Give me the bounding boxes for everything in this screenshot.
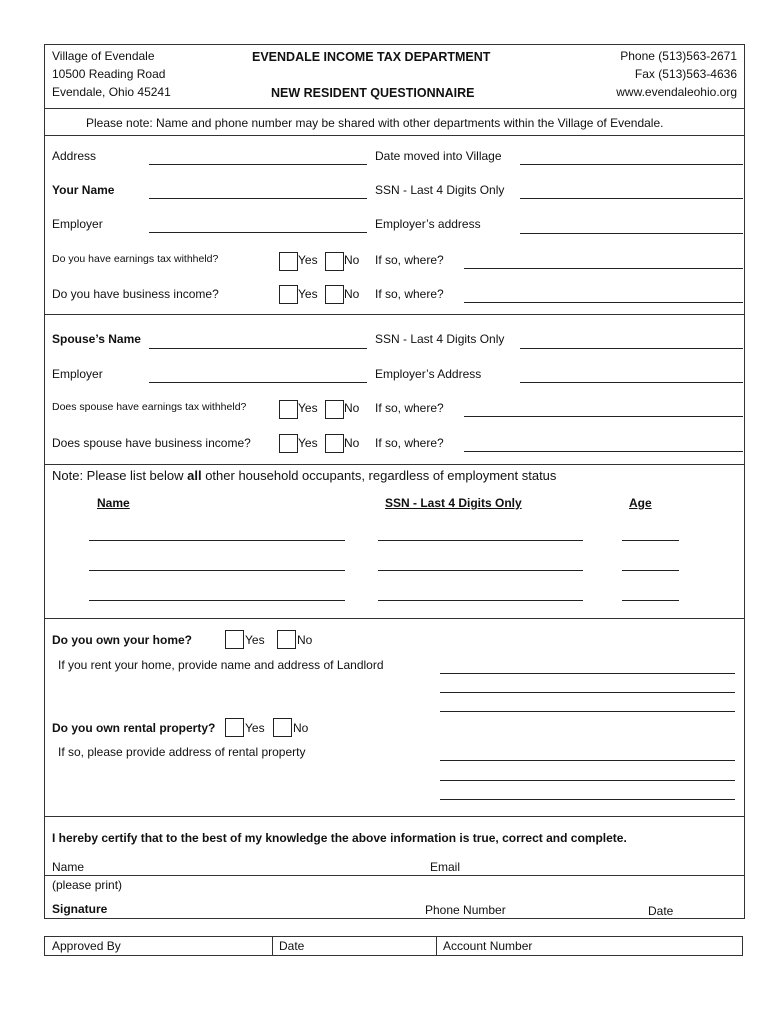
yes-label: Yes: [298, 253, 318, 267]
property-divider: [44, 816, 745, 817]
landlord-field[interactable]: [440, 673, 735, 674]
rental-address-field[interactable]: [440, 760, 735, 761]
tax-withheld-question: Do you have earnings tax withheld?: [52, 253, 219, 265]
certify-statement: I hereby certify that to the best of my knowledge the above information is true, correct and complete.: [52, 831, 627, 845]
household-note-prefix: Note: Please list below: [52, 468, 188, 483]
spouse-ssn-field[interactable]: [520, 348, 743, 349]
header-divider: [44, 108, 745, 109]
office-date-label: Date: [279, 939, 305, 953]
own-home-no-checkbox[interactable]: [277, 630, 296, 649]
occupant-name-field[interactable]: [89, 600, 345, 601]
org-name: Village of Evendale: [52, 49, 155, 63]
spouse-name-label: Spouse’s Name: [52, 332, 141, 346]
no-label: No: [344, 436, 360, 450]
spouse-tax-withheld-no-checkbox[interactable]: [325, 400, 344, 419]
cert-name-label: Name: [52, 860, 85, 874]
occupant-age-header: Age: [629, 496, 652, 510]
spouse-business-income-where-field[interactable]: [464, 451, 743, 452]
ssn-field[interactable]: [520, 198, 743, 199]
org-street: 10500 Reading Road: [52, 67, 166, 81]
spouse-employer-label: Employer: [52, 367, 103, 381]
date-moved-field[interactable]: [520, 164, 743, 165]
occupant-ssn-header: SSN - Last 4 Digits Only: [385, 496, 522, 510]
date-moved-label: Date moved into Village: [375, 149, 502, 163]
employer-label: Employer: [52, 217, 103, 231]
rental-address-field[interactable]: [440, 780, 735, 781]
no-label: No: [344, 401, 360, 415]
cert-name-line[interactable]: [44, 875, 745, 876]
office-col-divider: [436, 936, 437, 955]
occupant-ssn-field[interactable]: [378, 540, 583, 541]
rent-note: If you rent your home, provide name and address of Landlord: [58, 658, 384, 672]
org-city: Evendale, Ohio 45241: [52, 85, 171, 99]
office-col-divider: [272, 936, 273, 955]
occupant-age-field[interactable]: [622, 540, 679, 541]
spouse-ssn-label: SSN - Last 4 Digits Only: [375, 332, 505, 346]
employer-field[interactable]: [149, 232, 367, 233]
employer-address-label: Employer’s address: [375, 217, 481, 231]
spouse-employer-field[interactable]: [149, 382, 367, 383]
spouse-tax-withheld-yes-checkbox[interactable]: [279, 400, 298, 419]
occupant-name-field[interactable]: [89, 570, 345, 571]
cert-date-label: Date: [648, 904, 674, 918]
no-label: No: [297, 633, 313, 647]
privacy-note: Please note: Name and phone number may be shared with other departments within the Village of Evendale.: [86, 116, 664, 130]
account-number-label: Account Number: [443, 939, 533, 953]
where-label: If so, where?: [375, 436, 444, 450]
business-income-yes-checkbox[interactable]: [279, 285, 298, 304]
business-income-question: Do you have business income?: [52, 287, 219, 301]
org-website: www.evendaleohio.org: [616, 85, 737, 99]
no-label: No: [344, 253, 360, 267]
tax-withheld-no-checkbox[interactable]: [325, 252, 344, 271]
household-note-suffix: other household occupants, regardless of employment status: [201, 468, 557, 483]
your-name-label: Your Name: [52, 183, 115, 197]
ssn-label: SSN - Last 4 Digits Only: [375, 183, 505, 197]
occupant-age-field[interactable]: [622, 600, 679, 601]
occupant-ssn-field[interactable]: [378, 570, 583, 571]
approved-by-label: Approved By: [52, 939, 121, 953]
yes-label: Yes: [298, 436, 318, 450]
your-name-field[interactable]: [149, 198, 367, 199]
spouse-employer-address-label: Employer’s Address: [375, 367, 482, 381]
address-label: Address: [52, 149, 97, 163]
no-label: No: [344, 287, 360, 301]
household-divider: [44, 618, 745, 619]
where-label: If so, where?: [375, 287, 444, 301]
cert-phone-label: Phone Number: [425, 903, 506, 917]
spouse-business-income-question: Does spouse have business income?: [52, 436, 251, 450]
own-home-question: Do you own your home?: [52, 633, 192, 647]
rental-address-field[interactable]: [440, 799, 735, 800]
yes-label: Yes: [298, 287, 318, 301]
business-income-no-checkbox[interactable]: [325, 285, 344, 304]
org-phone: Phone (513)563-2671: [620, 49, 737, 63]
spouse-divider: [44, 464, 745, 465]
own-rental-yes-checkbox[interactable]: [225, 718, 244, 737]
no-label: No: [293, 721, 309, 735]
occupant-name-field[interactable]: [89, 540, 345, 541]
print-note: (please print): [52, 878, 123, 892]
tax-withheld-where-field[interactable]: [464, 268, 743, 269]
spouse-employer-address-field[interactable]: [520, 382, 743, 383]
cert-email-label: Email: [430, 860, 461, 874]
resident-divider: [44, 314, 745, 315]
office-use-row: [44, 936, 743, 956]
rental-note: If so, please provide address of rental property: [58, 745, 306, 759]
note-divider: [44, 135, 745, 136]
where-label: If so, where?: [375, 253, 444, 267]
yes-label: Yes: [245, 633, 265, 647]
landlord-field[interactable]: [440, 692, 735, 693]
own-rental-no-checkbox[interactable]: [273, 718, 292, 737]
where-label: If so, where?: [375, 401, 444, 415]
spouse-tax-withheld-question: Does spouse have earnings tax withheld?: [52, 401, 247, 413]
occupant-ssn-field[interactable]: [378, 600, 583, 601]
tax-withheld-yes-checkbox[interactable]: [279, 252, 298, 271]
form-title: NEW RESIDENT QUESTIONNAIRE: [271, 86, 475, 100]
spouse-business-income-yes-checkbox[interactable]: [279, 434, 298, 453]
household-note-bold: all: [187, 468, 202, 483]
department-title: EVENDALE INCOME TAX DEPARTMENT: [252, 50, 491, 64]
yes-label: Yes: [298, 401, 318, 415]
occupant-name-header: Name: [97, 496, 130, 510]
org-fax: Fax (513)563-4636: [634, 67, 737, 81]
own-rental-question: Do you own rental property?: [52, 721, 216, 735]
cert-signature-label: Signature: [52, 902, 108, 916]
spouse-tax-withheld-where-field[interactable]: [464, 416, 743, 417]
address-field[interactable]: [149, 164, 367, 165]
own-home-yes-checkbox[interactable]: [225, 630, 244, 649]
yes-label: Yes: [245, 721, 265, 735]
occupant-age-field[interactable]: [622, 570, 679, 571]
household-note: [52, 468, 556, 483]
landlord-field[interactable]: [440, 711, 735, 712]
spouse-name-field[interactable]: [149, 348, 367, 349]
spouse-business-income-no-checkbox[interactable]: [325, 434, 344, 453]
business-income-where-field[interactable]: [464, 302, 743, 303]
employer-address-field[interactable]: [520, 233, 743, 234]
